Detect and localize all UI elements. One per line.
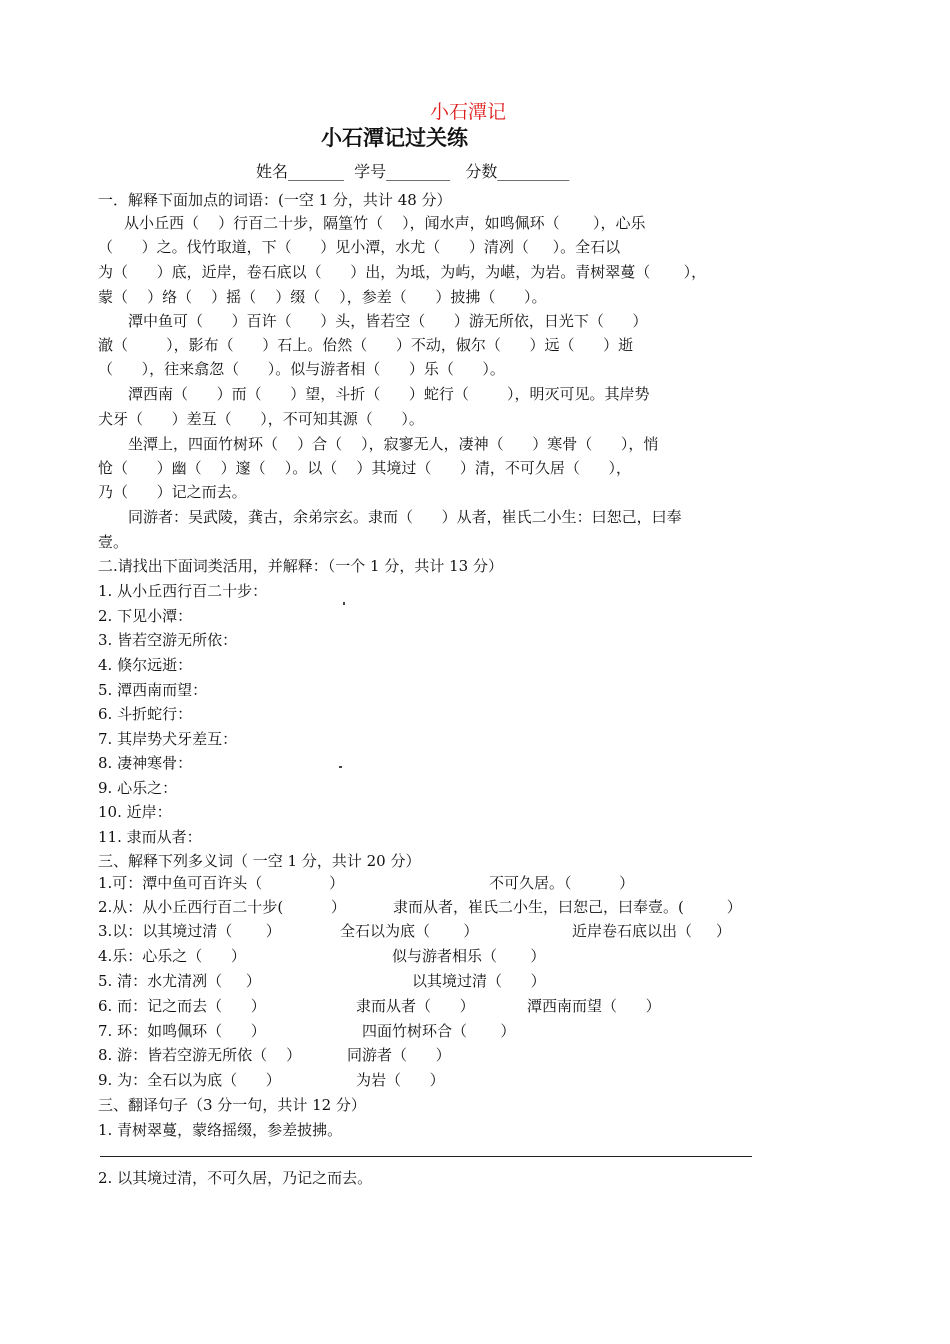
s1-line: （ ），往来翕忽（ ）。似与游者相（ ）乐（ ）。 <box>98 360 505 378</box>
s4-item: 1. 青树翠蔓，蒙络摇缀，参差披拂。 <box>98 1121 343 1139</box>
s1-line: 潭西南（ ）而（ ）望，斗折（ ）蛇行（ ），明灭可见。其岸势 <box>128 385 650 403</box>
s1-line: 同游者：吴武陵，龚古，余弟宗玄。隶而（ ）从者，崔氏二小生：曰恕己，曰奉 <box>128 508 682 526</box>
s1-line: 澈（ ），影布（ ）石上。佁然（ ）不动，俶尔（ ）远（ ）逝 <box>98 336 634 354</box>
s3-item-b: 隶而从者（ ） <box>356 997 475 1015</box>
s2-item: 2. 下见小潭： <box>98 607 193 625</box>
red-title: 小石潭记 <box>430 101 507 123</box>
section3-heading: 三、解释下列多义词（ 一空 1 分，共计 20 分） <box>98 852 421 870</box>
s1-line: 坐潭上，四面竹树环（ ）合（ ），寂寥无人，凄神（ ）寒骨（ ），悄 <box>128 435 659 453</box>
s3-item-b: 四面竹树环合（ ） <box>362 1022 516 1040</box>
s2-item: 11. 隶而从者： <box>98 828 202 846</box>
s2-item: 7. 其岸势犬牙差互： <box>98 730 238 748</box>
s1-line: 为（ ）底，近岸，卷石底以（ ）出，为坻，为屿，为嵁，为岩。青树翠蔓（ ）， <box>98 263 707 281</box>
scan-speck <box>339 766 342 768</box>
s1-line: 从小丘西（ ）行百二十步，隔篁竹（ ），闻水声，如鸣佩环（ ），心乐 <box>124 214 646 232</box>
s3-item-a: 6. 而：记之而去（ ） <box>98 997 266 1015</box>
s3-item-b: 以其境过清（ ） <box>412 972 546 990</box>
s3-item-c: 近岸卷石底以出（ ） <box>572 922 731 940</box>
s1-line: 怆（ ）幽（ ）邃（ ）。以（ ）其境过（ ）清，不可久居（ ）， <box>98 459 632 477</box>
s2-item: 8. 凄神寒骨： <box>98 754 193 772</box>
section2-heading: 二.请找出下面词类活用，并解释：（一个 1 分，共计 13 分） <box>98 557 503 575</box>
s1-line: 壹。 <box>98 533 129 551</box>
s1-line: 犬牙（ ）差互（ ），不可知其源（ ）。 <box>98 410 424 428</box>
s2-item: 4. 倏尔远逝： <box>98 656 193 674</box>
s2-item: 10. 近岸： <box>98 803 172 821</box>
s3-item-a: 3.以：以其境过清（ ） <box>98 922 281 940</box>
section1-heading: 一．解释下面加点的词语：(一空 1 分，共计 48 分） <box>98 191 452 209</box>
s3-item-a: 7. 环：如鸣佩环（ ） <box>98 1022 266 1040</box>
s2-item: 9. 心乐之： <box>98 779 178 797</box>
s3-item-a: 5. 清：水尤清冽（ ） <box>98 972 261 990</box>
s3-item-a: 2.从：从小丘西行百二十步( ） <box>98 898 346 916</box>
s3-item-c: 潭西南而望（ ） <box>527 997 661 1015</box>
student-info-line: 姓名_______ 学号________ 分数_________ <box>256 162 570 181</box>
s3-item-a: 4.乐：心乐之（ ） <box>98 947 246 965</box>
s1-line: 潭中鱼可（ ）百许（ ）头，皆若空（ ）游无所依，日光下（ ） <box>128 312 648 330</box>
s1-line: 蒙（ ）络（ ）摇（ ）缀（ ），参差（ ）披拂（ ）。 <box>98 288 547 306</box>
s4-item: 2. 以其境过清，不可久居，乃记之而去。 <box>98 1169 373 1187</box>
s2-item: 6. 斗折蛇行： <box>98 705 193 723</box>
s2-item: 3. 皆若空游无所依： <box>98 631 238 649</box>
answer-line <box>100 1156 752 1157</box>
page-title: 小石潭记过关练 <box>321 126 468 150</box>
s3-item-b: 不可久居。（ ） <box>489 874 635 892</box>
s2-item: 1. 从小丘西行百二十步： <box>98 582 268 600</box>
s3-item-a: 1.可：潭中鱼可百许头（ ） <box>98 874 345 892</box>
s3-item-b: 同游者（ ） <box>347 1046 451 1064</box>
s3-item-b: 似与游者相乐（ ） <box>392 947 546 965</box>
s2-item: 5. 潭西南而望： <box>98 681 208 699</box>
s3-item-b: 隶而从者，崔氏二小生，曰恕己，曰奉壹。( ） <box>393 898 742 916</box>
s1-line: 乃（ ）记之而去。 <box>98 483 247 501</box>
s3-item-a: 8. 游：皆若空游无所依（ ） <box>98 1046 302 1064</box>
s1-line: （ ）之。伐竹取道，下（ ）见小潭，水尤（ ）清冽（ ）。全石以 <box>98 238 621 256</box>
section4-heading: 三、翻译句子（3 分一句，共计 12 分） <box>98 1096 366 1114</box>
s3-item-b: 全石以为底（ ） <box>340 922 479 940</box>
scan-speck <box>343 602 345 605</box>
s3-item-b: 为岩（ ） <box>356 1071 445 1089</box>
s3-item-a: 9. 为：全石以为底（ ） <box>98 1071 281 1089</box>
